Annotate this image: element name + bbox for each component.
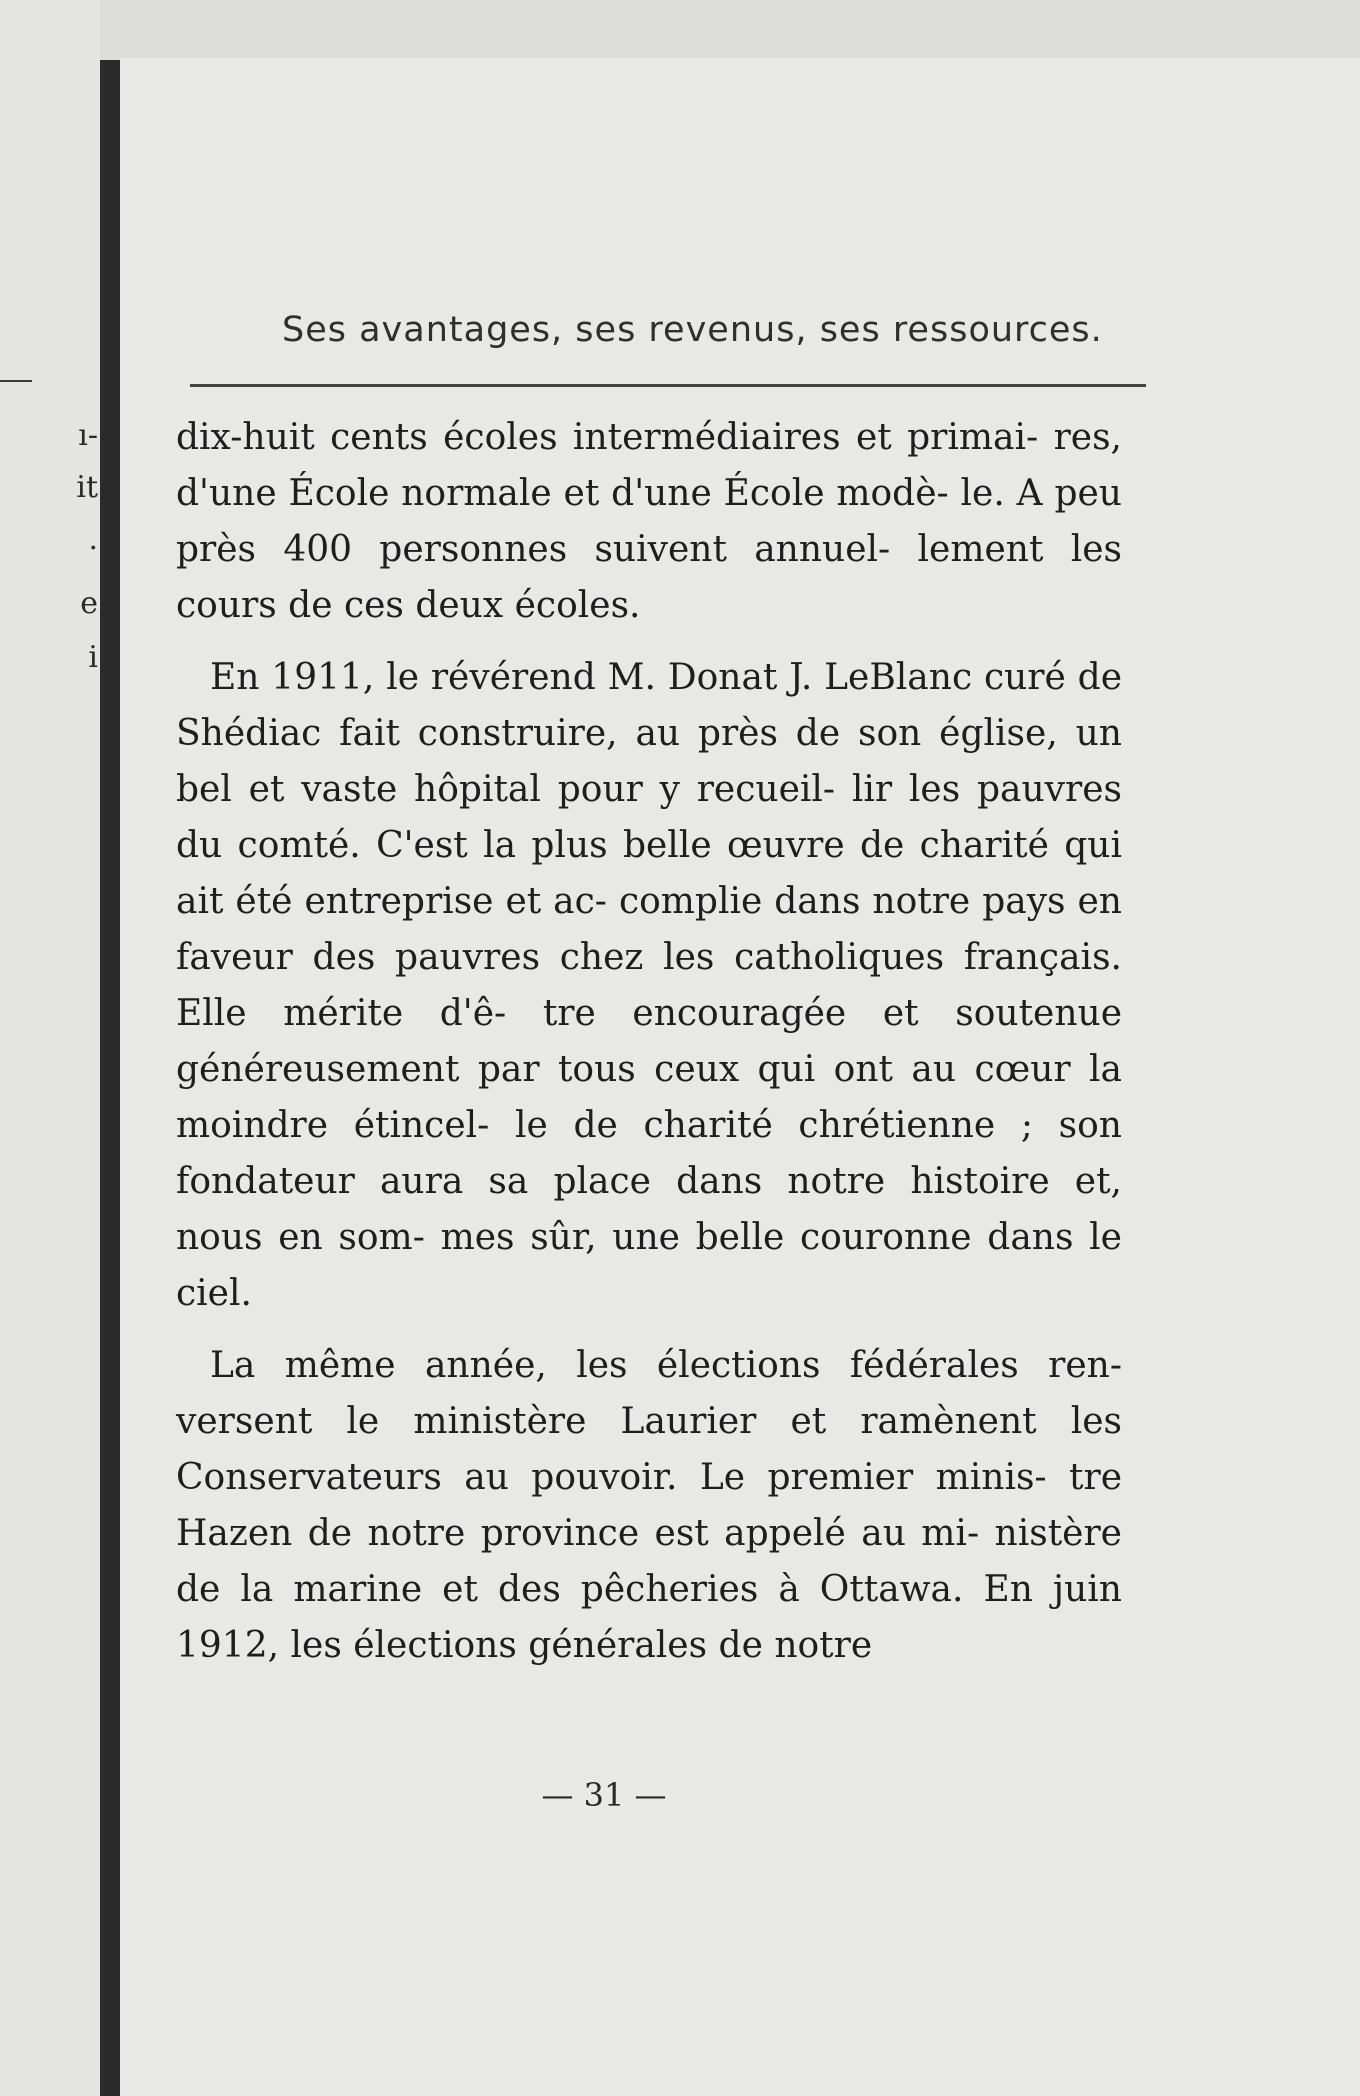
facing-page-fragment: ı- — [78, 418, 98, 453]
header-rule — [190, 384, 1146, 387]
text-line: complie dans notre pays en faveur des pauvres — [176, 881, 1122, 978]
facing-page-rule — [0, 380, 32, 382]
text-line: curé de Shédiac fait construire, au près de son — [176, 657, 1122, 754]
text-line: dix-huit cents écoles intermédiaires et primai- — [176, 417, 1039, 458]
text-line: En juin 1912, les élections générales de notre — [176, 1569, 1122, 1666]
facing-page-edge — [0, 0, 100, 2096]
text-line: mes sûr, une belle couronne dans le ciel. — [176, 1217, 1122, 1314]
page-body — [176, 410, 1122, 1674]
page-number: — 31 — — [541, 1776, 667, 1814]
text-line: le. A peu près 400 personnes suivent annuel- — [176, 473, 1122, 570]
text-line: tre encouragée et soutenue généreusement par — [176, 993, 1123, 1090]
text-line: res, d'une École normale et d'une École modè- — [176, 417, 1122, 514]
facing-page-fragment: it — [76, 470, 98, 505]
text-line: Conservateurs au pouvoir. Le premier minis- — [176, 1457, 1047, 1498]
text-line: lement les cours de ces deux écoles. — [176, 529, 1122, 626]
text-line: tous ceux qui ont au cœur la moindre étincel- — [176, 1049, 1122, 1146]
book-spine — [100, 60, 120, 2096]
text-line: œuvre de charité qui ait été entreprise et ac- — [176, 825, 1123, 922]
text-line: tre Hazen de notre province est appelé au mi- — [176, 1457, 1122, 1554]
paragraph — [176, 410, 1122, 634]
facing-page-fragment: . — [88, 522, 98, 557]
text-line: le de charité chrétienne ; son fondateur aura — [176, 1105, 1122, 1202]
facing-page-fragment: e — [80, 586, 98, 621]
text-line: En 1911, le révérend M. Donat J. LeBlanc — [210, 657, 973, 698]
text-line: église, un bel et vaste hôpital pour y recueil- — [176, 713, 1122, 810]
running-header: Ses avantages, ses revenus, ses ressources. — [282, 310, 1103, 350]
text-line: chez les catholiques français. Elle mérite d'ê- — [176, 937, 1122, 1034]
text-line: lir les pauvres du comté. C'est la plus belle — [176, 769, 1122, 866]
facing-page-fragment: i — [88, 640, 98, 675]
text-line: La même année, les élections fédérales ren- — [210, 1345, 1122, 1386]
text-line: nistère de la marine et des pêcheries à Ottawa. — [176, 1513, 1122, 1610]
paragraph — [176, 650, 1122, 1322]
paragraph — [176, 1338, 1122, 1674]
text-line: sa place dans notre histoire et, nous en som- — [176, 1161, 1122, 1258]
text-line: versent le ministère Laurier et ramènent les — [176, 1401, 1122, 1442]
